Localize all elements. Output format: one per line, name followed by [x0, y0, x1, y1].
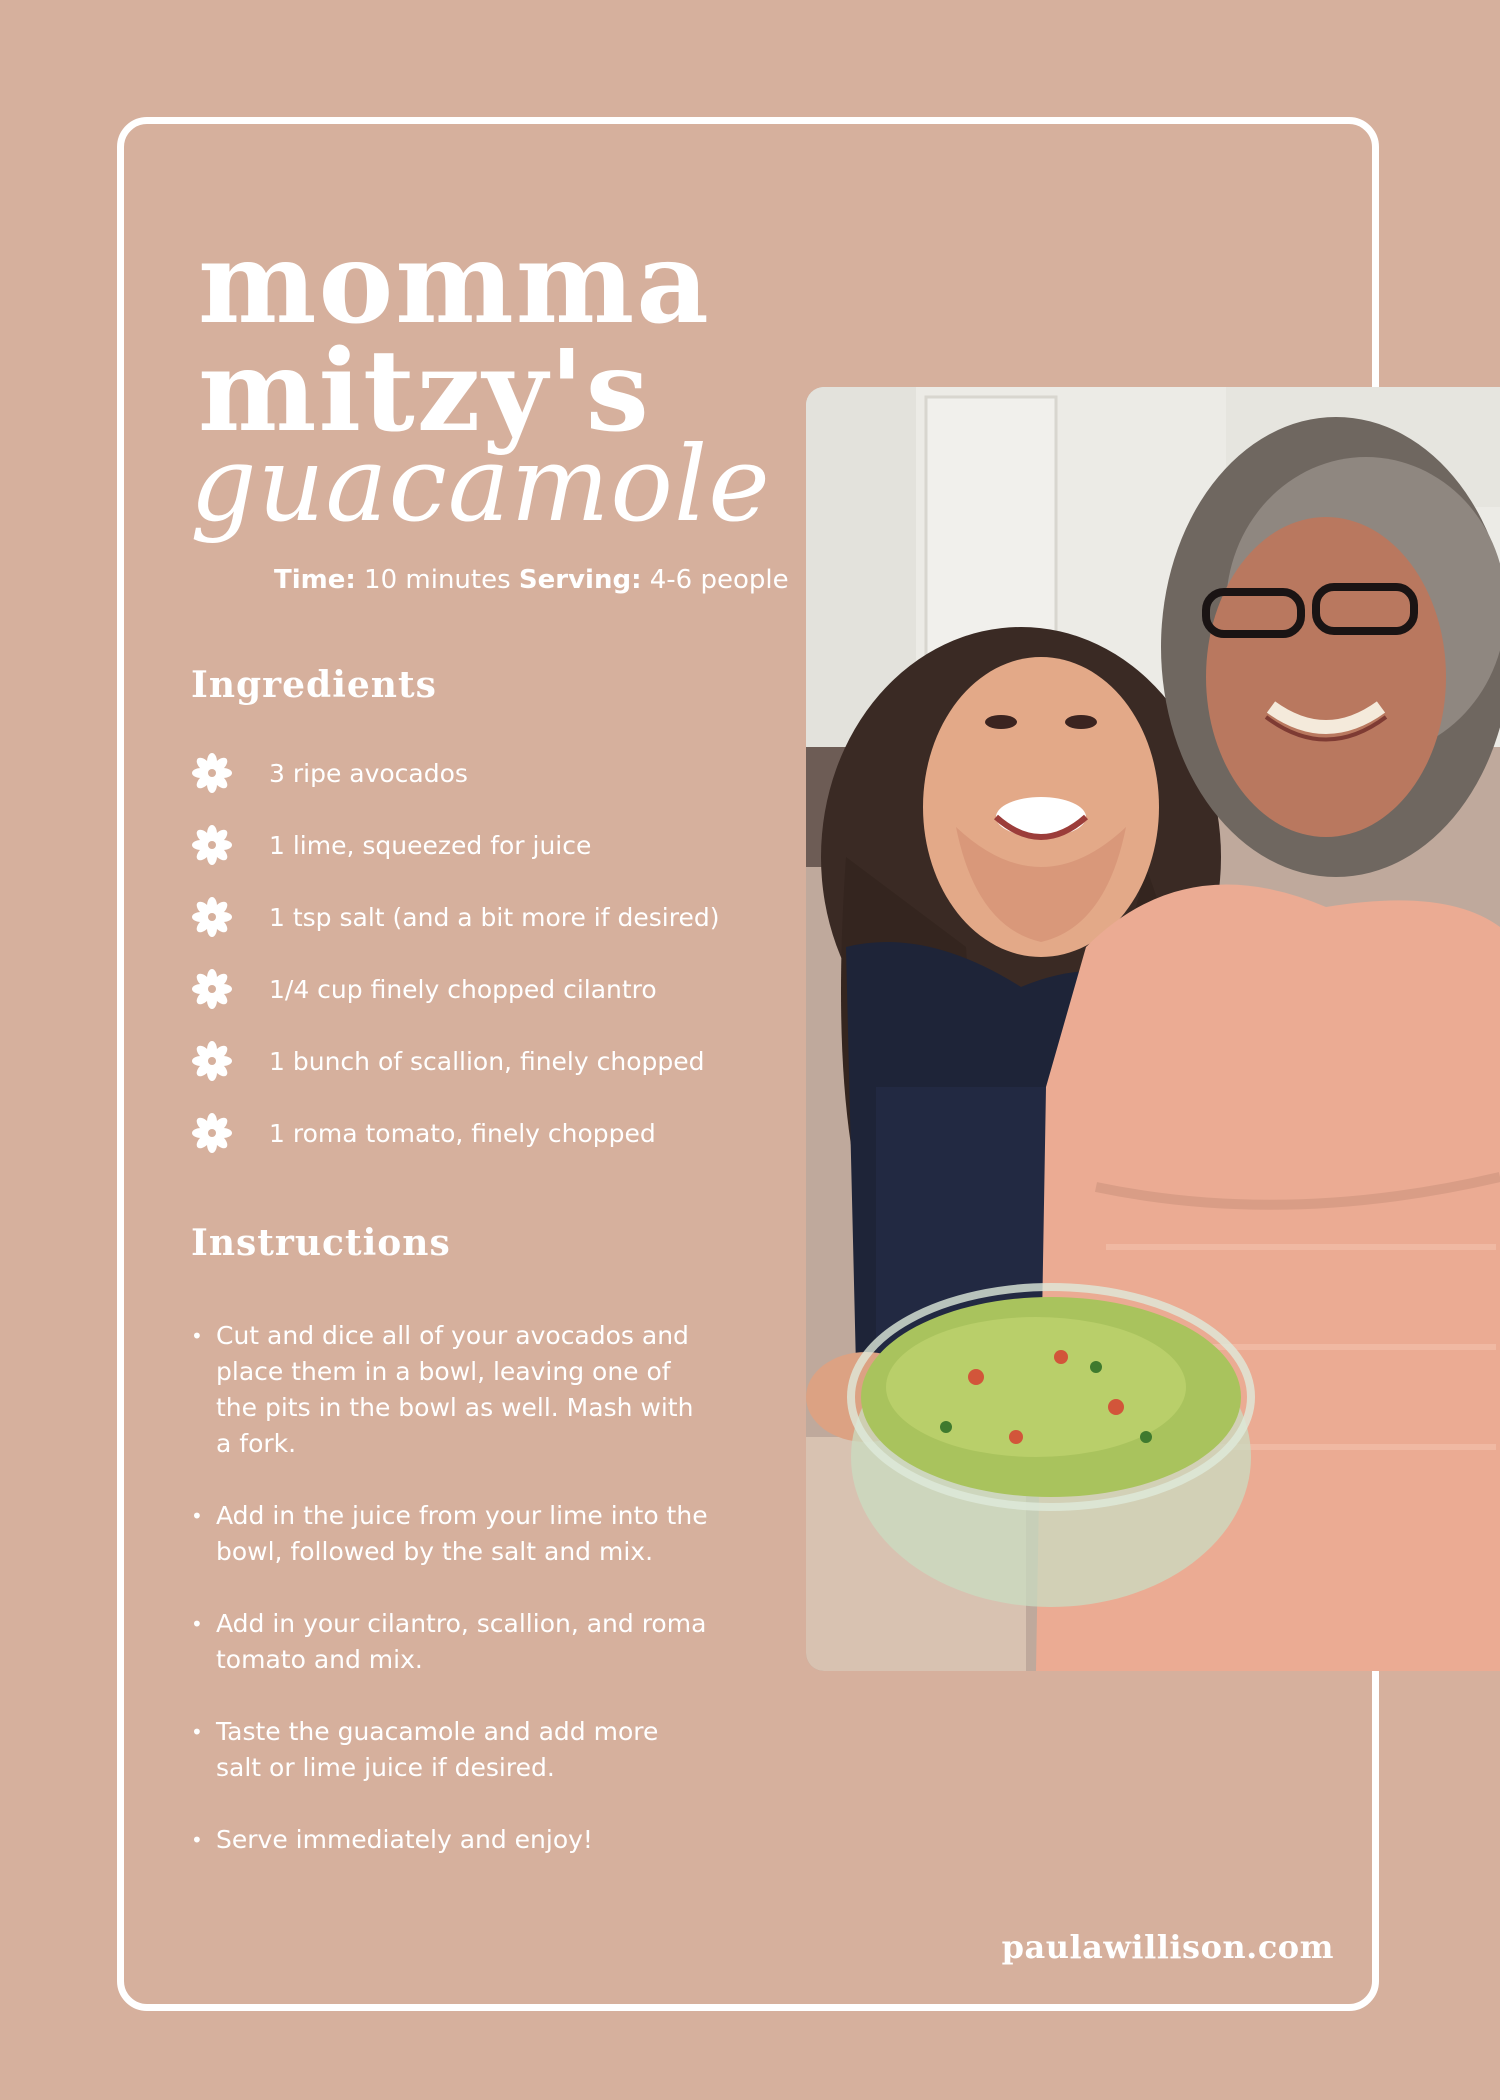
- serving-label: Serving:: [518, 565, 642, 595]
- flower-icon: [191, 1040, 233, 1082]
- title-line-1: momma: [198, 218, 711, 349]
- instruction-step: • Add in the juice from your lime into the bowl, followed by the salt and mix.: [191, 1498, 711, 1570]
- instruction-step: • Taste the guacamole and add more salt or lime juice if desired.: [191, 1714, 711, 1786]
- recipe-photo: [806, 387, 1500, 1671]
- time-value: 10 minutes: [355, 565, 519, 595]
- ingredient-item: [191, 968, 751, 1040]
- ingredient-item: [191, 824, 751, 896]
- instructions-list: [191, 1318, 711, 1894]
- ingredient-item: [191, 896, 751, 968]
- ingredient-text: 1/4 cup finely chopped cilantro: [269, 975, 657, 1004]
- title-line-2: mitzy's: [198, 326, 651, 457]
- recipe-meta: [274, 565, 789, 595]
- ingredient-item: [191, 1040, 751, 1112]
- website-url: paulawillison.com: [1001, 1928, 1334, 1966]
- ingredient-text: 1 roma tomato, finely chopped: [269, 1119, 656, 1148]
- title-script: guacamole: [190, 423, 771, 545]
- ingredient-item: [191, 1112, 751, 1184]
- instructions-heading: Instructions: [191, 1222, 451, 1264]
- flower-icon: [191, 968, 233, 1010]
- instruction-step: • Add in your cilantro, scallion, and roma tomato and mix.: [191, 1606, 711, 1678]
- flower-icon: [191, 896, 233, 938]
- instruction-step: • Cut and dice all of your avocados and place them in a bowl, leaving one of the pits in the bowl as well. Mash with a fork.: [191, 1318, 711, 1462]
- flower-icon: [191, 824, 233, 866]
- flower-icon: [191, 752, 233, 794]
- flower-icon: [191, 1112, 233, 1154]
- instruction-step: • Serve immediately and enjoy!: [191, 1822, 711, 1858]
- ingredients-heading: Ingredients: [191, 664, 437, 706]
- ingredient-text: 3 ripe avocados: [269, 759, 468, 788]
- ingredient-item: [191, 752, 751, 824]
- ingredient-text: 1 tsp salt (and a bit more if desired): [269, 903, 720, 932]
- ingredient-text: 1 lime, squeezed for juice: [269, 831, 592, 860]
- serving-value: 4-6 people: [641, 565, 789, 595]
- time-label: Time:: [274, 565, 356, 595]
- ingredients-list: [191, 752, 751, 1184]
- ingredient-text: 1 bunch of scallion, finely chopped: [269, 1047, 705, 1076]
- photo-illustration: [806, 387, 1500, 1671]
